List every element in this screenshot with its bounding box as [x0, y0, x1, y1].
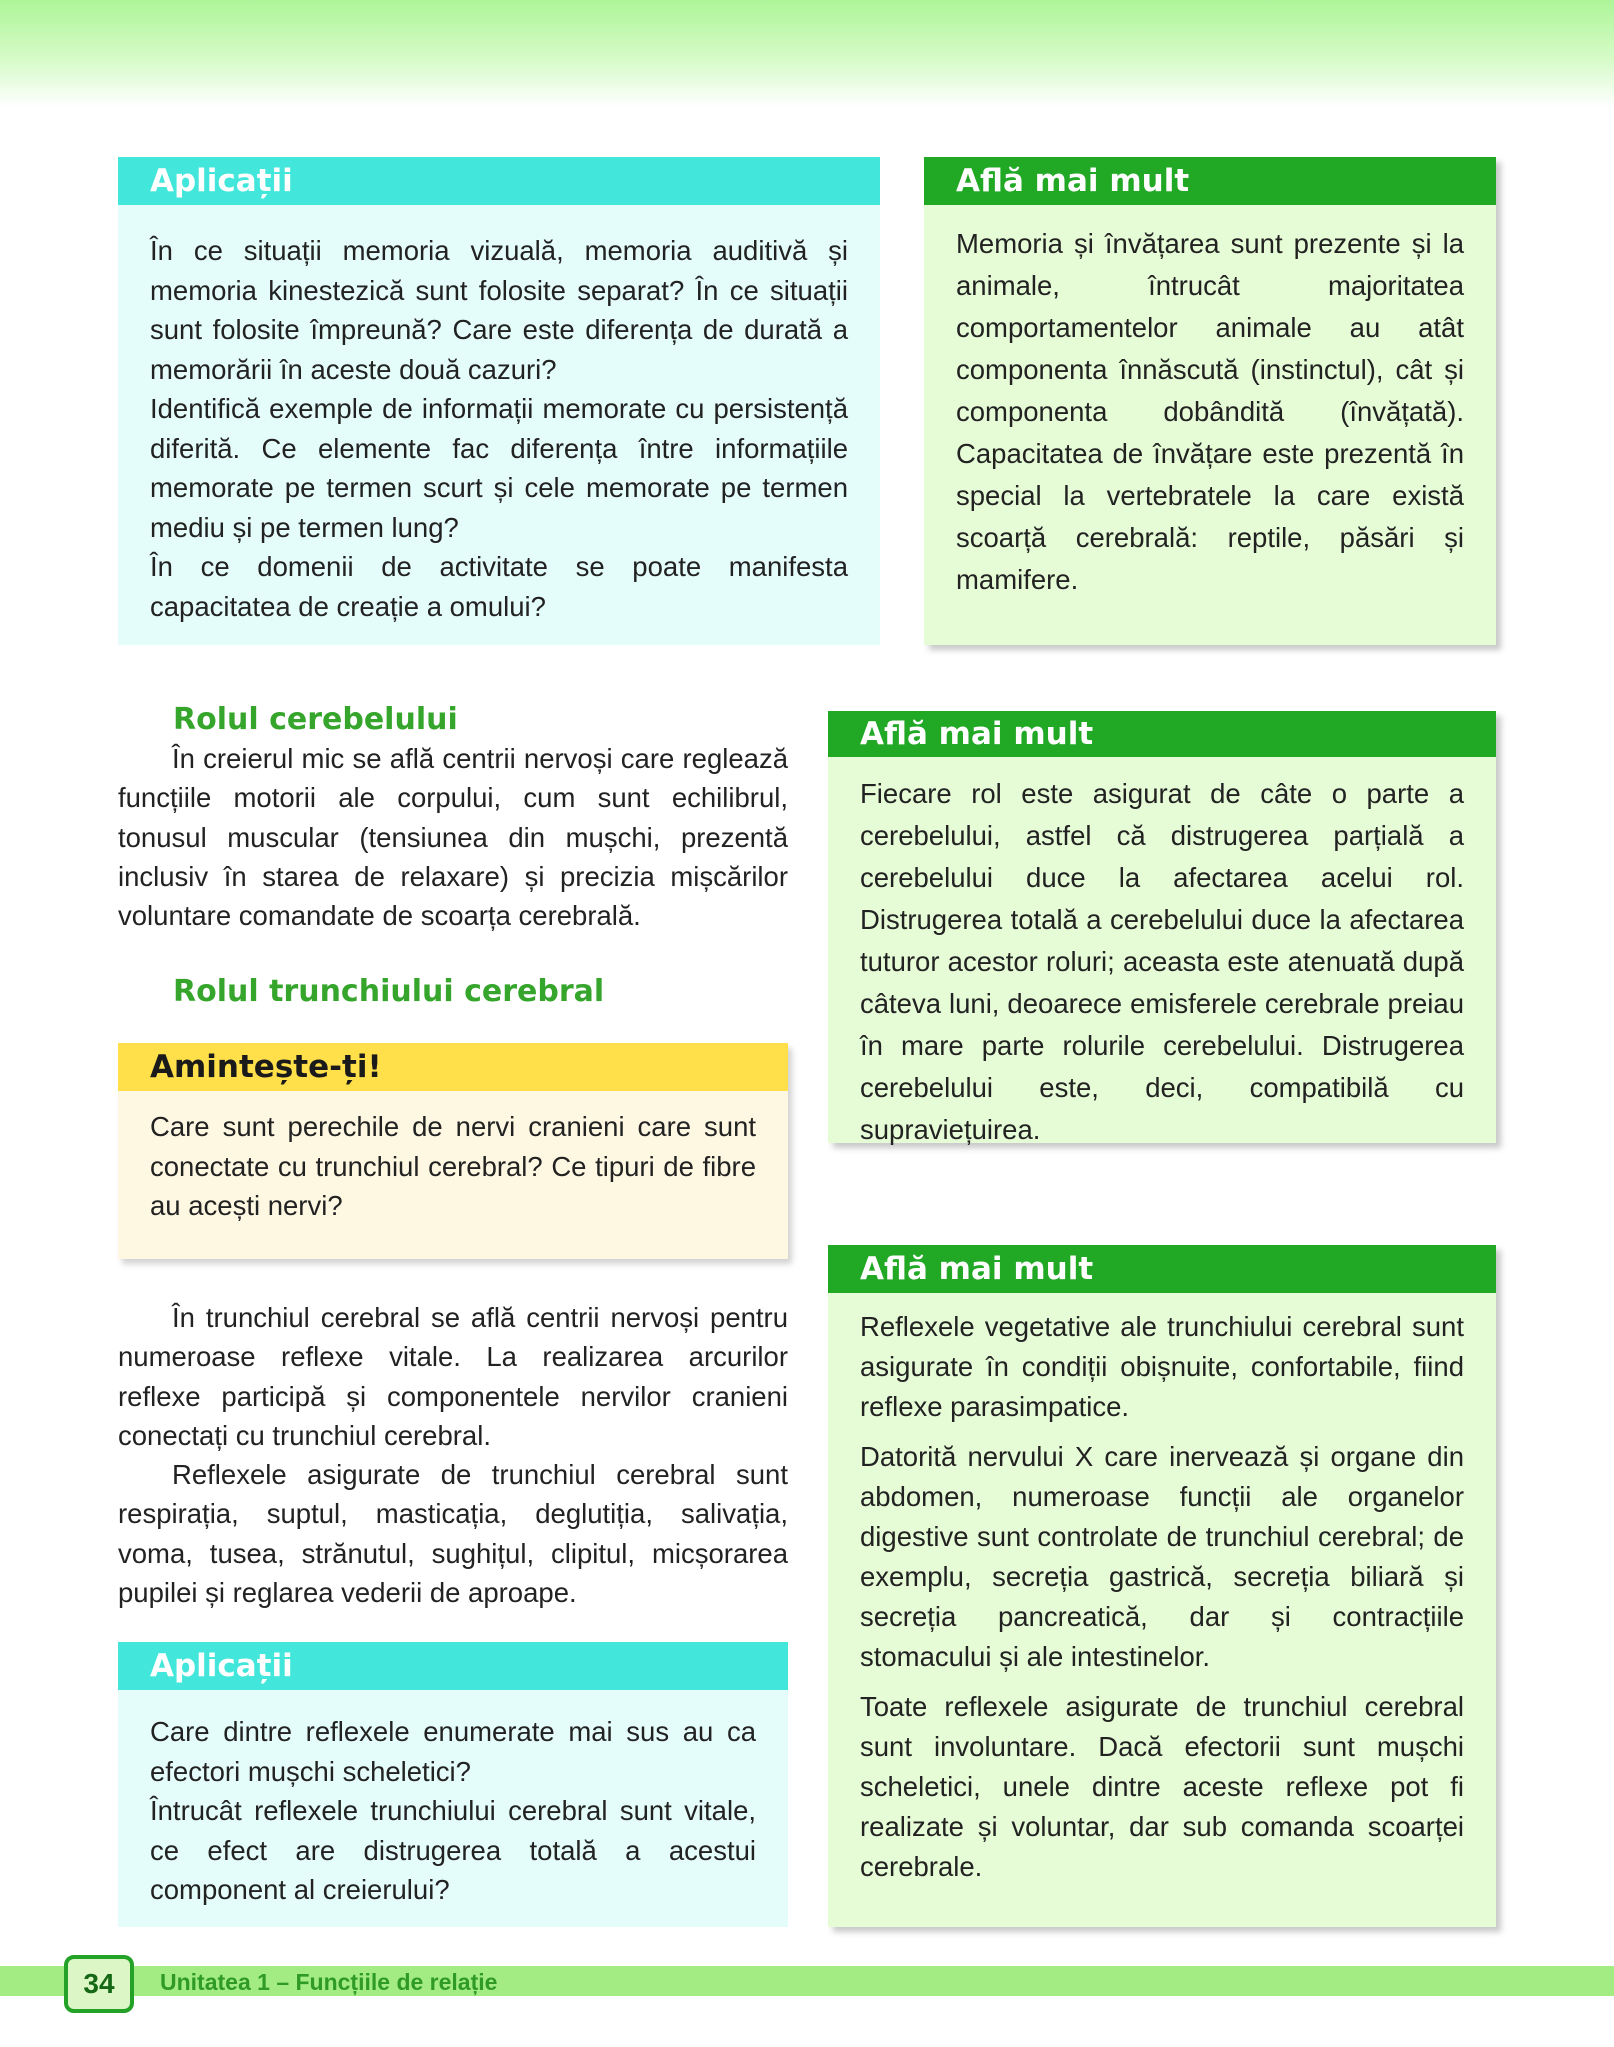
aminteste-ti-box-para-1: Care sunt perechile de nervi cranieni care sunt conectate cu trunchiul cerebral? Ce tipuri de fibre au acești nervi? [150, 1111, 756, 1221]
top-gradient-band [0, 0, 1614, 108]
afla-mai-mult-box-2 [828, 711, 1496, 1143]
paragraph-trunchi-2-text: Reflexele asigurate de trunchiul cerebral sunt respirația, suptul, masticația, deglutiția, salivația, voma, tusea, strănutul, sughițul, clipitul, micșorarea pupilei și reglarea vederii de aproape. [118, 1459, 788, 1608]
afla-mai-mult-box-1-title: Află mai mult [924, 157, 1496, 205]
heading-rolul-cerebelului: Rolul cerebelului [173, 702, 458, 737]
afla-mai-mult-box-2-para-1: Fiecare rol este asigurat de câte o parte a cerebelului, astfel că distrugerea parțială a cerebelului duce la afectarea acelui rol. Distrugerea totală a cerebelului duce la afectarea tuturor acestor roluri; aceasta este atenuată după câteva luni, deoarece emisferele cerebrale preiau în mare parte rolurile cerebelului. Distrugerea cerebelului este, deci, compatibilă cu supraviețuirea. [860, 778, 1464, 1145]
afla-mai-mult-box-2-title: Află mai mult [828, 711, 1496, 757]
afla-mai-mult-box-3 [828, 1245, 1496, 1927]
aplicatii-box-1-title: Aplicații [118, 157, 880, 205]
paragraph-cerebel [118, 739, 788, 935]
paragraph-trunchi-2 [118, 1455, 788, 1612]
paragraph-cerebel-text: În creierul mic se află centrii nervoși care reglează funcțiile motorii ale corpului, cum sunt echilibrul, tonusul muscular (tensiunea din mușchi, prezentă inclusiv în starea de relaxare) și precizia mișcărilor voluntare comandate de scoarța cerebrală. [118, 743, 788, 932]
afla-mai-mult-box-3-para-2: Datorită nervului X care inervează și organe din abdomen, numeroase funcții ale organelor digestive sunt controlate de trunchiul cerebral; de exemplu, secreția gastrică, secreția biliară și secreția pancreatică, dar și contracțiile stomacului și ale intestinelor. [860, 1441, 1464, 1672]
footer-unit-title: Unitatea 1 – Funcțiile de relație [160, 1969, 498, 1995]
afla-mai-mult-box-1 [924, 157, 1496, 645]
afla-mai-mult-box-1-para-1: Memoria și învățarea sunt prezente și la animale, întrucât majoritatea comportamentelor animale au atât componenta înnăscută (instinctul), cât și componenta dobândită (învățată). Capacitatea de învățare este prezentă în special la vertebratele la care există scoarță cerebrală: reptile, păsări și mamifere. [956, 228, 1464, 595]
aplicatii-box-1 [118, 157, 880, 645]
aplicatii-box-1-para-3: În ce domenii de activitate se poate manifesta capacitatea de creație a omului? [150, 551, 848, 622]
aplicatii-box-1-para-2: Identifică exemple de informații memorate cu persistență diferită. Ce elemente fac diferența între informațiile memorate pe termen scurt și cele memorate pe termen mediu și pe termen lung? [150, 393, 848, 543]
heading-rolul-trunchiului-cerebral: Rolul trunchiului cerebral [173, 974, 605, 1009]
afla-mai-mult-box-3-para-3: Toate reflexele asigurate de trunchiul cerebral sunt involuntare. Dacă efectorii sunt mușchi scheletici, unele dintre aceste reflexe pot fi realizate și voluntar, dar sub comanda scoarței cerebrale. [860, 1691, 1464, 1882]
afla-mai-mult-box-3-title: Află mai mult [828, 1245, 1496, 1293]
aminteste-ti-box-title: Amintește-ți! [118, 1043, 788, 1091]
aplicatii-box-2 [118, 1642, 788, 1927]
paragraph-trunchi-1 [118, 1298, 788, 1455]
aplicatii-box-2-para-1: Care dintre reflexele enumerate mai sus au ca efectori mușchi scheletici? [150, 1716, 756, 1787]
aplicatii-box-2-para-2: Întrucât reflexele trunchiului cerebral sunt vitale, ce efect are distrugerea totală a acestui component al creierului? [150, 1795, 756, 1905]
aplicatii-box-1-para-1: În ce situații memoria vizuală, memoria auditivă și memoria kinestezică sunt folosite separat? În ce situații sunt folosite împreună? Care este diferența de durată a memorării în aceste două cazuri? [150, 235, 848, 385]
page-number: 34 [64, 1955, 134, 2013]
paragraph-trunchi-1-text: În trunchiul cerebral se află centrii nervoși pentru numeroase reflexe vitale. La realizarea arcurilor reflexe participă și componentele nervilor cranieni conectați cu trunchiul cerebral. [118, 1302, 788, 1451]
afla-mai-mult-box-3-para-1: Reflexele vegetative ale trunchiului cerebral sunt asigurate în condiții obișnuite, confortabile, fiind reflexe parasimpatice. [860, 1311, 1464, 1422]
aminteste-ti-box [118, 1043, 788, 1259]
aplicatii-box-2-title: Aplicații [118, 1642, 788, 1690]
